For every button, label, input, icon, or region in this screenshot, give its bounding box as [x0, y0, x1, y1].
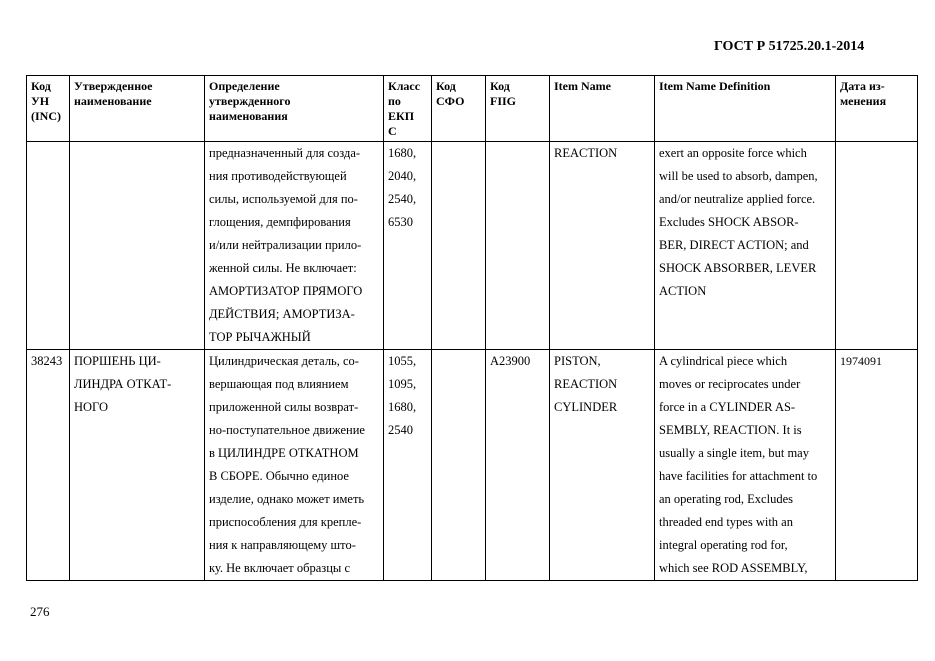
cell-line: вершающая под влиянием	[209, 377, 349, 391]
standard-designation: ГОСТ Р 51725.20.1-2014	[714, 39, 865, 54]
cell-line: Цилиндрическая деталь, со-	[209, 354, 359, 368]
cell-line: 2040,	[388, 169, 417, 183]
cell-line: и/или нейтрализации прило-	[209, 238, 362, 252]
cell-line: 2540,	[388, 192, 417, 206]
cell-line: Код	[436, 79, 456, 93]
cell-line: ния противодействующей	[209, 169, 347, 183]
cell-line: Определение	[209, 79, 280, 93]
cell-line: приложенной силы возврат-	[209, 400, 359, 414]
cell-line: наименование	[74, 94, 152, 108]
cell-class	[384, 142, 432, 350]
cell-line: 1055,	[388, 354, 417, 368]
cell-line: ДЕЙСТВИЯ; АМОРТИЗА-	[209, 307, 355, 321]
cell-line: В СБОРЕ. Обычно единое	[209, 469, 349, 483]
cell-line: по	[388, 94, 401, 108]
cell-line: 38243	[31, 354, 63, 368]
cell-line: A cylindrical piece which	[659, 354, 788, 368]
cell-line: утвержденного	[209, 94, 291, 108]
cell-line: an operating rod, Excludes	[659, 492, 793, 506]
page-number: 276	[30, 604, 50, 619]
cell-approved-name	[70, 350, 205, 581]
cell-item-name	[550, 350, 655, 581]
cell-line: в ЦИЛИНДРЕ ОТКАТНОМ	[209, 446, 359, 460]
cell-sfo	[432, 350, 486, 581]
cell-line: REACTION	[554, 377, 618, 391]
cell-line: приспособления для крепле-	[209, 515, 362, 529]
cell-line: SEMBLY, REACTION. It is	[659, 423, 802, 437]
cell-line: ния к направляющему што-	[209, 538, 356, 552]
cell-line: A23900	[490, 354, 531, 368]
cell-line: УН	[31, 94, 50, 108]
col-header-change-date	[836, 76, 918, 142]
cell-fiig	[486, 142, 550, 350]
col-header-class	[384, 76, 432, 142]
cell-line: ТОР РЫЧАЖНЫЙ	[209, 330, 311, 344]
cell-line: REACTION	[554, 146, 618, 160]
cell-line: 1095,	[388, 377, 417, 391]
cell-line: ку. Не включает образцы с	[209, 561, 350, 575]
col-header-item-definition	[655, 76, 836, 142]
header-row	[27, 76, 918, 142]
cell-line: ПОРШЕНЬ ЦИ-	[74, 354, 161, 368]
cell-change-date	[836, 142, 918, 350]
cell-line: но-поступательное движение	[209, 423, 365, 437]
cell-line: exert an opposite force which	[659, 146, 807, 160]
cell-item-definition	[655, 350, 836, 581]
col-header-approved-name	[70, 76, 205, 142]
cell-line: АМОРТИЗАТОР ПРЯМОГО	[209, 284, 363, 298]
cell-line: изделие, однако может иметь	[209, 492, 365, 506]
cell-inc	[27, 350, 70, 581]
cell-change-date	[836, 350, 918, 581]
cell-line: Item Name Definition	[659, 79, 771, 93]
cell-class	[384, 350, 432, 581]
cell-line: ЕКП	[388, 109, 415, 123]
col-header-fiig	[486, 76, 550, 142]
cell-inc	[27, 142, 70, 350]
cell-line: менения	[840, 94, 887, 108]
cell-line: 1974091	[840, 354, 882, 368]
cell-line: (INC)	[31, 109, 61, 123]
cell-approved-name	[70, 142, 205, 350]
cell-line: usually a single item, but may	[659, 446, 809, 460]
cell-item-definition	[655, 142, 836, 350]
nomenclature-table	[26, 75, 918, 581]
col-header-definition	[205, 76, 384, 142]
cell-line: 6530	[388, 215, 413, 229]
cell-line: Класс	[388, 79, 421, 93]
cell-line: and/or neutralize applied force.	[659, 192, 816, 206]
cell-line: женной силы. Не включает:	[209, 261, 357, 275]
cell-line: force in a CYLINDER AS-	[659, 400, 796, 414]
cell-line: threaded end types with an	[659, 515, 793, 529]
col-header-sfo	[432, 76, 486, 142]
cell-line: Excludes SHOCK ABSOR-	[659, 215, 799, 229]
cell-line: Item Name	[554, 79, 611, 93]
cell-line: Утвержденное	[74, 79, 153, 93]
cell-line: СФО	[436, 94, 465, 108]
cell-line: Код	[31, 79, 51, 93]
cell-line: BER, DIRECT ACTION; and	[659, 238, 809, 252]
cell-line: С	[388, 124, 397, 138]
cell-line: глощения, демпфирования	[209, 215, 351, 229]
cell-sfo	[432, 142, 486, 350]
cell-line: ЛИНДРА ОТКАТ-	[74, 377, 172, 391]
table-row	[27, 142, 918, 350]
cell-fiig	[486, 350, 550, 581]
table-row	[27, 350, 918, 581]
cell-line: moves or reciprocates under	[659, 377, 801, 391]
cell-line: CYLINDER	[554, 400, 618, 414]
cell-line: which see ROD ASSEMBLY,	[659, 561, 808, 575]
cell-line: предназначенный для созда-	[209, 146, 361, 160]
cell-line: 1680,	[388, 146, 417, 160]
cell-definition	[205, 350, 384, 581]
cell-item-name	[550, 142, 655, 350]
col-header-item-name	[550, 76, 655, 142]
cell-line: 1680,	[388, 400, 417, 414]
cell-line: will be used to absorb, dampen,	[659, 169, 818, 183]
cell-line: integral operating rod for,	[659, 538, 788, 552]
cell-line: ACTION	[659, 284, 707, 298]
cell-line: Дата из-	[840, 79, 885, 93]
cell-line: PISTON,	[554, 354, 601, 368]
cell-line: наименования	[209, 109, 288, 123]
cell-line: FIIG	[490, 94, 517, 108]
cell-definition	[205, 142, 384, 350]
cell-line: Код	[490, 79, 510, 93]
cell-line: НОГО	[74, 400, 108, 414]
cell-line: have facilities for attachment to	[659, 469, 818, 483]
col-header-inc	[27, 76, 70, 142]
cell-line: силы, используемой для по-	[209, 192, 358, 206]
cell-line: SHOCK ABSORBER, LEVER	[659, 261, 817, 275]
cell-line: 2540	[388, 423, 413, 437]
